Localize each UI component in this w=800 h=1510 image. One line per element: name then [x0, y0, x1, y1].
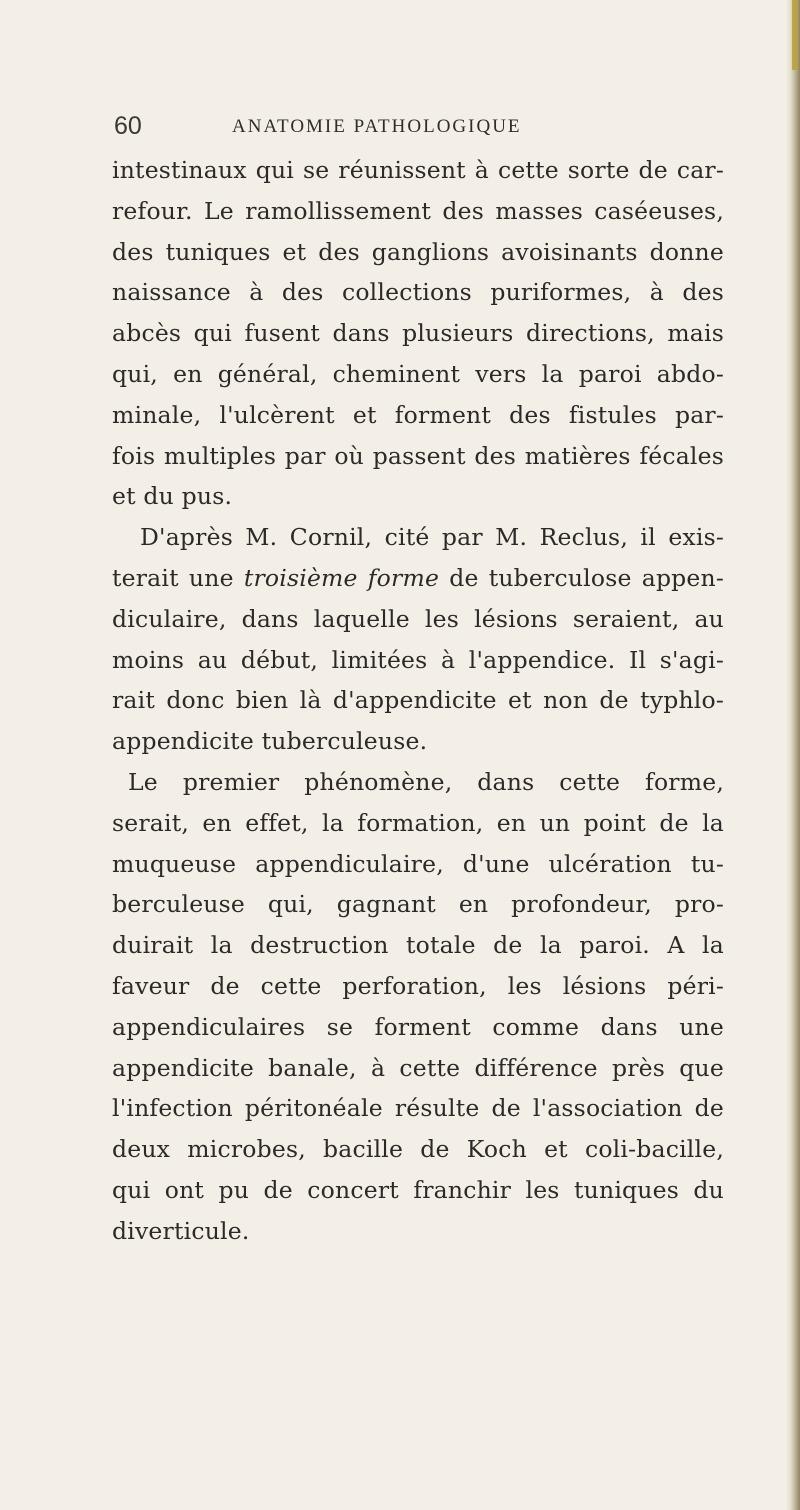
body-text [112, 150, 724, 1252]
page-header [114, 112, 754, 148]
text-line: D'après M. Cornil, cité par M. Reclus, il exis- [140, 523, 724, 552]
text-segment: terait une [112, 563, 244, 592]
text-line: serait, en effet, la formation, en un point de la [112, 808, 724, 837]
text-line: naissance à des collections puriformes, à des [112, 278, 724, 307]
text-line: des tuniques et des ganglions avoisinants donne [112, 237, 724, 266]
text-line: moins au début, limitées à l'appendice. Il s'agi- [112, 645, 724, 674]
text-line: l'infection péritonéale résulte de l'association de [112, 1094, 724, 1123]
running-title: ANATOMIE PATHOLOGIQUE [232, 116, 522, 137]
text-line: refour. Le ramollissement des masses caséeuses, [112, 196, 724, 225]
text-line: muqueuse appendiculaire, d'une ulcération tu- [112, 849, 724, 878]
text-line: abcès qui fusent dans plusieurs directions, mais [112, 319, 724, 348]
text-line: duirait la destruction totale de la paroi. A la [112, 931, 724, 960]
text-line: faveur de cette perforation, les lésions péri- [112, 971, 724, 1000]
text-line: diverticule. [112, 1216, 250, 1245]
text-line: fois multiples par où passent des matières fécales [112, 441, 724, 470]
text-line: diculaire, dans laquelle les lésions seraient, au [112, 604, 724, 633]
text-line: rait donc bien là d'appendicite et non de typhlo- [112, 686, 724, 715]
text-segment: de tuberculose appen- [439, 563, 725, 592]
emphasized-term: troisième forme [243, 563, 440, 592]
text-line: qui, en général, cheminent vers la paroi abdo- [112, 359, 724, 388]
text-line: Le premier phénomène, dans cette forme, [128, 767, 724, 796]
page-number: 60 [114, 112, 142, 140]
text-line: appendiculaires se forment comme dans une [112, 1012, 724, 1041]
text-line: deux microbes, bacille de Koch et coli-bacille, [112, 1135, 724, 1164]
text-line: qui ont pu de concert franchir les tuniques du [112, 1175, 724, 1204]
text-line: appendicite banale, à cette différence près que [112, 1053, 724, 1082]
text-line: berculeuse qui, gagnant en profondeur, pro- [112, 890, 724, 919]
page-edge-shadow [786, 0, 800, 1510]
text-line: appendicite tuberculeuse. [112, 727, 428, 756]
text-line: et du pus. [112, 482, 233, 511]
text-line-with-emphasis [112, 558, 724, 599]
page-edge-tab [792, 0, 798, 70]
text-line: minale, l'ulcèrent et forment des fistules par- [112, 400, 724, 429]
text-line: intestinaux qui se réunissent à cette sorte de car- [112, 156, 724, 184]
